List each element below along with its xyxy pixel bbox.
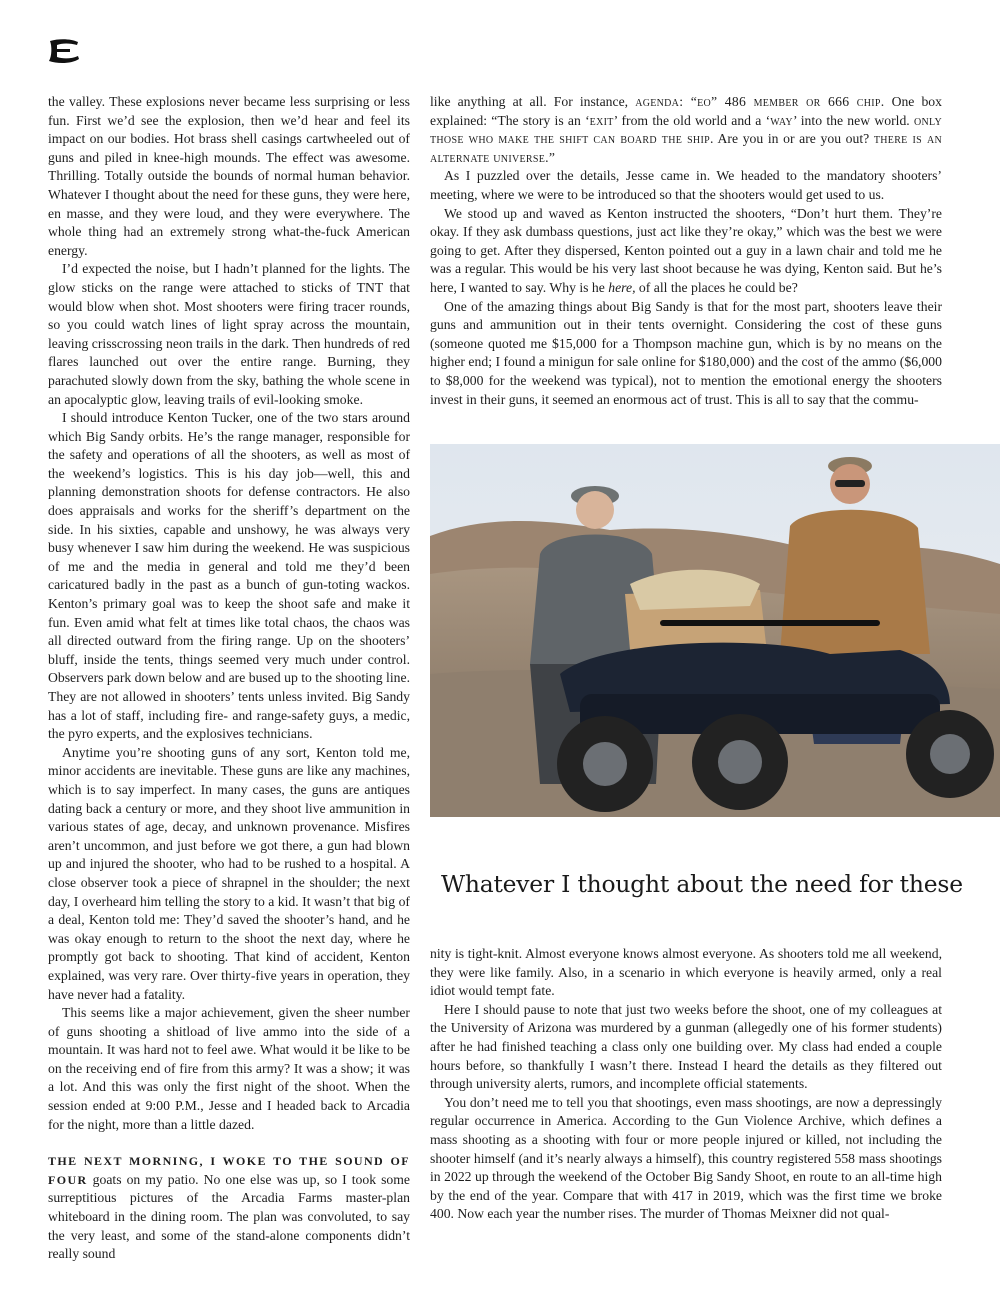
paragraph: I should introduce Kenton Tucker, one of the two stars around which Big Sandy orbits. He’s the range manager, responsible for the safety and operations of all the shooters, as well as most of the weekend’s logistics. This is his day job—well, this and planning demonstration shoots for defense contractors. He also does appraisals and works for the sheriff’s department on the side. In his sixties, capable and unshowy, he was always very busy whenever I saw him during the weekend. He was suspicious of me and the media in general and told me they’d been caricatured badly in the past as a bunch of gun-toting wackos. Kenton’s primary goal was to keep the shoot safe and make it fun. Even amid what felt at times like total chaos, the chaos was all directed outward from the firing range. Up on the shooters’ bluff, inside the tents, things seemed very much under control. Observers park down below and are bused up to the shooting line. They are not allowed in shooters’ tents unless invited. Big Sandy has a lot of staff, including fire- and range-safety guys, a medic, the pyro experts, and the explosives technicians. [48, 410, 410, 742]
paragraph: nity is tight-knit. Almost everyone knows almost everyone. As shooters told me all weekend, they were like family. Also, in a scenario in which everyone is heavily armed, only a real idiot would tempt fate. [430, 946, 942, 999]
paragraph: One of the amazing things about Big Sandy is that for the most part, shooters leave their guns and ammunition out in their tents overnight. Considering the cost of these guns (someone quoted me $15,000 for a Thompson machine gun, which is by no means on the higher end; I found a minigun for sale online for $180,000) and the cost of the ammo ($6,000 to $8,000 for the weekend was typical), not to mention the emotional energy the shooters invest in their guns, it seemed an enormous act of trust. This is all to say that the commu- [430, 298, 942, 407]
paragraph: the valley. These explosions never became less surprising or less fun. First we’d see the explosion, then we’d hear and feel its impact on our bodies. Hot brass shell casings cartwheeled out of guns and piled in knee-high mounds. The effect was awesome. Thrilling. Totally outside the bounds of normal human behavior. Whatever I thought about the need for these guns, they were here, en masse, and they were loud, and they were everywhere. The whole thing had an extremely strong what-the-fuck American energy. [48, 94, 410, 258]
paragraph: I’d expected the noise, but I hadn’t planned for the lights. The glow sticks on the range were attached to sticks of TNT that would blow when shot. Most shooters were firing tracer rounds, so you could watch lines of light spray across the mountain, leaving crisscrossing neon trails in the dark. Then hundreds of red flares launched out over the entire range. Burning, they parachuted slowly down from the sky, bathing the whole scene in an apocalyptic glow, leaving trails of evil-looking smoke. [48, 261, 410, 407]
section-break [48, 1134, 410, 1152]
paragraph: As I puzzled over the details, Jesse came in. We headed to the mandatory shooters’ meeting, where we were to be introduced so that the shooters would get used to us. [430, 168, 942, 202]
paragraph: We stood up and waved as Kenton instructed the shooters, “Don’t hurt them. They’re okay. If they ask dumbass questions, just act like they’re okay,” which was the best we were going to get. After they dispersed, Kenton pointed out a guy in a lawn chair and told me he was a regular. This would be his very last shoot because he was dying, Kenton said. But he’s here, I wanted to say. Why is he here, of all the places he could be? [430, 205, 942, 295]
section-lead-in: THE NEXT MORNING, I WOKE TO THE SOUND OF FOUR [48, 1154, 410, 1187]
photo-two-men-on-atv [430, 444, 1000, 817]
paragraph: This seems like a major achievement, given the sheer number of guns shooting a shitload of live ammo into the side of a mountain. It was hard not to feel awe. What would it be like to be on the receiving end of fire from this army? It was a show; it was a lot. And this was only the first night of the shoot. When the session ended at 9:00 P.M., Jesse and I headed back to Arcadia for the night, more than a little dazed. [48, 1005, 410, 1132]
left-column [48, 93, 410, 1264]
paragraph: You don’t need me to tell you that shootings, even mass shootings, are now a depressingly regular occurrence in America. According to the Gun Violence Archive, which defines a mass shooting as a shooting with four or more people injured or killed, not including the shooter himself (and it’s nearly always a himself), this country registered 558 mass shootings in 2022 up through the weekend of the October Big Sandy Shoot, en route to an all-time high by the end of the year. Compare that with 417 in 2019, which was the first time we broke 400. Now each year the number rises. The murder of Thomas Meixner did not qual- [430, 1094, 942, 1222]
section-paragraph: THE NEXT MORNING, I WOKE TO THE SOUND OF FOUR goats on my patio. No one else was up, so I took some surreptitious pictures of the Arcadia Farms master-plan whiteboard in the dining room. The plan was convoluted, to say the very least, and some of the stand-alone components didn’t really sound [48, 1154, 410, 1262]
right-column-top [430, 93, 942, 409]
pull-quote: Whatever I thought about the need for these [441, 870, 963, 898]
right-column-bottom [430, 945, 942, 1224]
atv-photo-illustration [430, 444, 1000, 817]
paragraph: Here I should pause to note that just two weeks before the shoot, one of my colleagues at the University of Arizona was murdered by a gunman (allegedly one of his former students) after he had finished teaching a class only one building over. My class had ended a couple hours before, so thankfully I wasn’t there. Instead I heard the details as they filtered out through university alerts, rumors, and incomplete official statements. [430, 1001, 942, 1092]
esquire-logo-icon [46, 38, 80, 64]
paragraph: like anything at all. For instance, agenda: “eo” 486 member or 666 chip. One box explained: “The story is an ‘exit’ from the old world and a ‘way’ into the new world. only those who make the shift can board the ship. Are you in or are you out? there is an alternate universe.” [430, 94, 942, 165]
paragraph: Anytime you’re shooting guns of any sort, Kenton told me, minor accidents are inevitable. These guns are like any machines, which is to say imperfect. In many cases, the guns are antiques dating back a century or more, and they shoot live ammunition in various states of age, decay, and unknown provenance. Misfires aren’t uncommon, and just before we got there, a gun had blown up and injured the shooter, who had to be rushed to a hospital. A close observer took a piece of shrapnel in the shoulder; the next day, I overheard him telling the story to a kid. It wasn’t that big of a deal, Kenton told me: They’d saved the shooter’s hand, and he was okay enough to return to the shoot the next day, where he promptly got back to shooting. That kind of accident, Kenton explained, was very rare. Over thirty-five years in operation, they have never had a fatality. [48, 744, 410, 1002]
